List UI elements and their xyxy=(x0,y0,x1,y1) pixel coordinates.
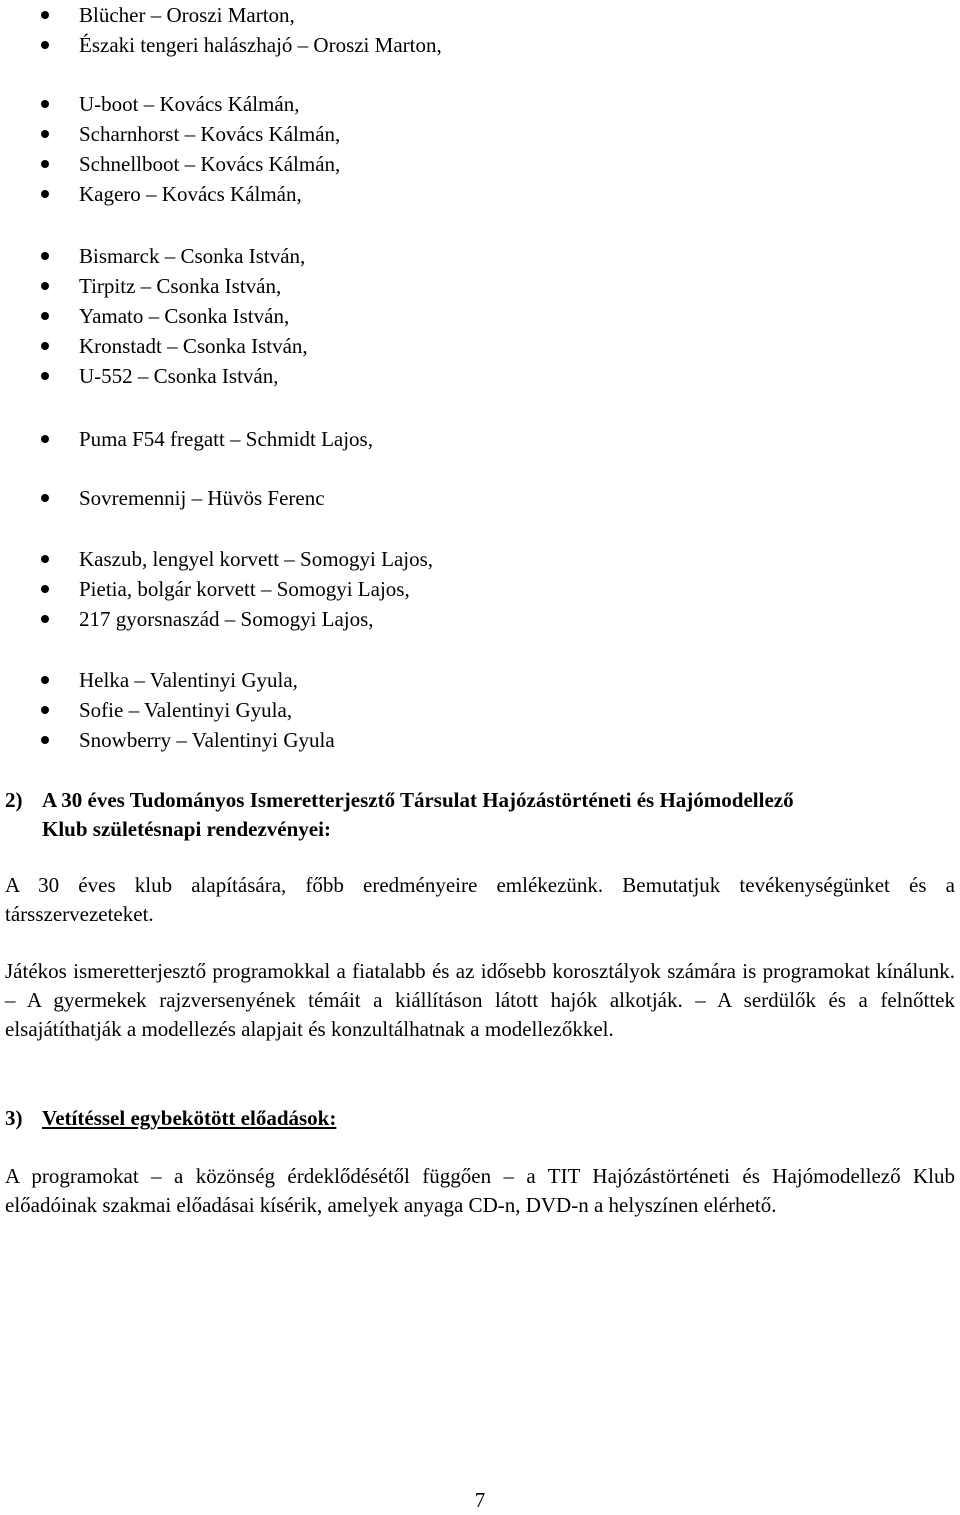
section-3-number: 3) xyxy=(5,1106,23,1130)
section-2-number: 2) xyxy=(5,788,23,812)
bullet-icon xyxy=(41,736,49,744)
list-group xyxy=(0,665,960,755)
list-item: 217 gyorsnaszád – Somogyi Lajos, xyxy=(0,604,960,634)
list-item: Kronstadt – Csonka István, xyxy=(0,331,960,361)
bullet-icon xyxy=(41,615,49,623)
list-item: Pietia, bolgár korvett – Somogyi Lajos, xyxy=(0,574,960,604)
list-group xyxy=(0,544,960,634)
list-item: U-boot – Kovács Kálmán, xyxy=(0,89,960,119)
bullet-icon xyxy=(41,252,49,260)
bullet-icon xyxy=(41,676,49,684)
list-item: Kaszub, lengyel korvett – Somogyi Lajos, xyxy=(0,544,960,574)
bullet-icon xyxy=(41,342,49,350)
list-item: Északi tengeri halászhajó – Oroszi Marton, xyxy=(0,30,960,60)
list-item: Schnellboot – Kovács Kálmán, xyxy=(0,149,960,179)
bullet-icon xyxy=(41,372,49,380)
list-group xyxy=(0,0,960,60)
list-group xyxy=(0,483,960,513)
bullet-icon xyxy=(41,706,49,714)
bullet-icon xyxy=(41,282,49,290)
list-item: Sofie – Valentinyi Gyula, xyxy=(0,695,960,725)
bullet-icon xyxy=(41,435,49,443)
section-3-heading-text: Vetítéssel egybekötött előadások: xyxy=(42,1106,337,1130)
section-2-heading-line1: A 30 éves Tudományos Ismeretterjesztő Társulat Hajózástörténeti és Hajómodellező xyxy=(42,788,794,812)
bullet-icon xyxy=(41,585,49,593)
list-item: Yamato – Csonka István, xyxy=(0,301,960,331)
bullet-icon xyxy=(41,312,49,320)
list-group xyxy=(0,241,960,391)
bullet-icon xyxy=(41,494,49,502)
section-2-paragraph-2: Játékos ismeretterjesztő programokkal a fiatalabb és az idősebb korosztályok számára is programokat kínálunk. – A gyermekek rajzversenyének témáit a kiállításon látott hajók alkotják. – A serdülők és a felnőttek elsajátíthatják a modellezés alapjait és konzultálhatnak a modellezőkkel. xyxy=(5,959,955,1041)
section-2-heading-line2: Klub születésnapi rendezvényei: xyxy=(42,817,331,841)
section-2-paragraph-1: A 30 éves klub alapítására, főbb eredményeire emlékezünk. Bemutatjuk tevékenységünket és a társszervezeteket. xyxy=(5,873,955,926)
list-group xyxy=(0,424,960,454)
bullet-icon xyxy=(41,41,49,49)
section-3-paragraph: A programokat – a közönség érdeklődésétől függően – a TIT Hajózástörténeti és Hajómodellező Klub előadóinak szakmai előadásai kísérik, amelyek anyaga CD-n, DVD-n a helyszínen elérhető. xyxy=(5,1164,955,1217)
bullet-icon xyxy=(41,130,49,138)
section-2-heading xyxy=(5,786,955,844)
list-item: Kagero – Kovács Kálmán, xyxy=(0,179,960,209)
list-group xyxy=(0,89,960,209)
list-item: Puma F54 fregatt – Schmidt Lajos, xyxy=(0,424,960,454)
list-item: Snowberry – Valentinyi Gyula xyxy=(0,725,960,755)
list-item: Bismarck – Csonka István, xyxy=(0,241,960,271)
section-2 xyxy=(5,786,955,1044)
page-number: 7 xyxy=(474,1488,486,1512)
section-3 xyxy=(5,1104,955,1220)
bullet-icon xyxy=(41,100,49,108)
list-item: Scharnhorst – Kovács Kálmán, xyxy=(0,119,960,149)
section-3-heading xyxy=(5,1104,955,1133)
list-item: Blücher – Oroszi Marton, xyxy=(0,0,960,30)
list-item: Tirpitz – Csonka István, xyxy=(0,271,960,301)
list-item: Sovremennij – Hüvös Ferenc xyxy=(0,483,960,513)
bullet-icon xyxy=(41,190,49,198)
list-item: U-552 – Csonka István, xyxy=(0,361,960,391)
list-item: Helka – Valentinyi Gyula, xyxy=(0,665,960,695)
bullet-icon xyxy=(41,11,49,19)
bullet-icon xyxy=(41,160,49,168)
bullet-icon xyxy=(41,555,49,563)
